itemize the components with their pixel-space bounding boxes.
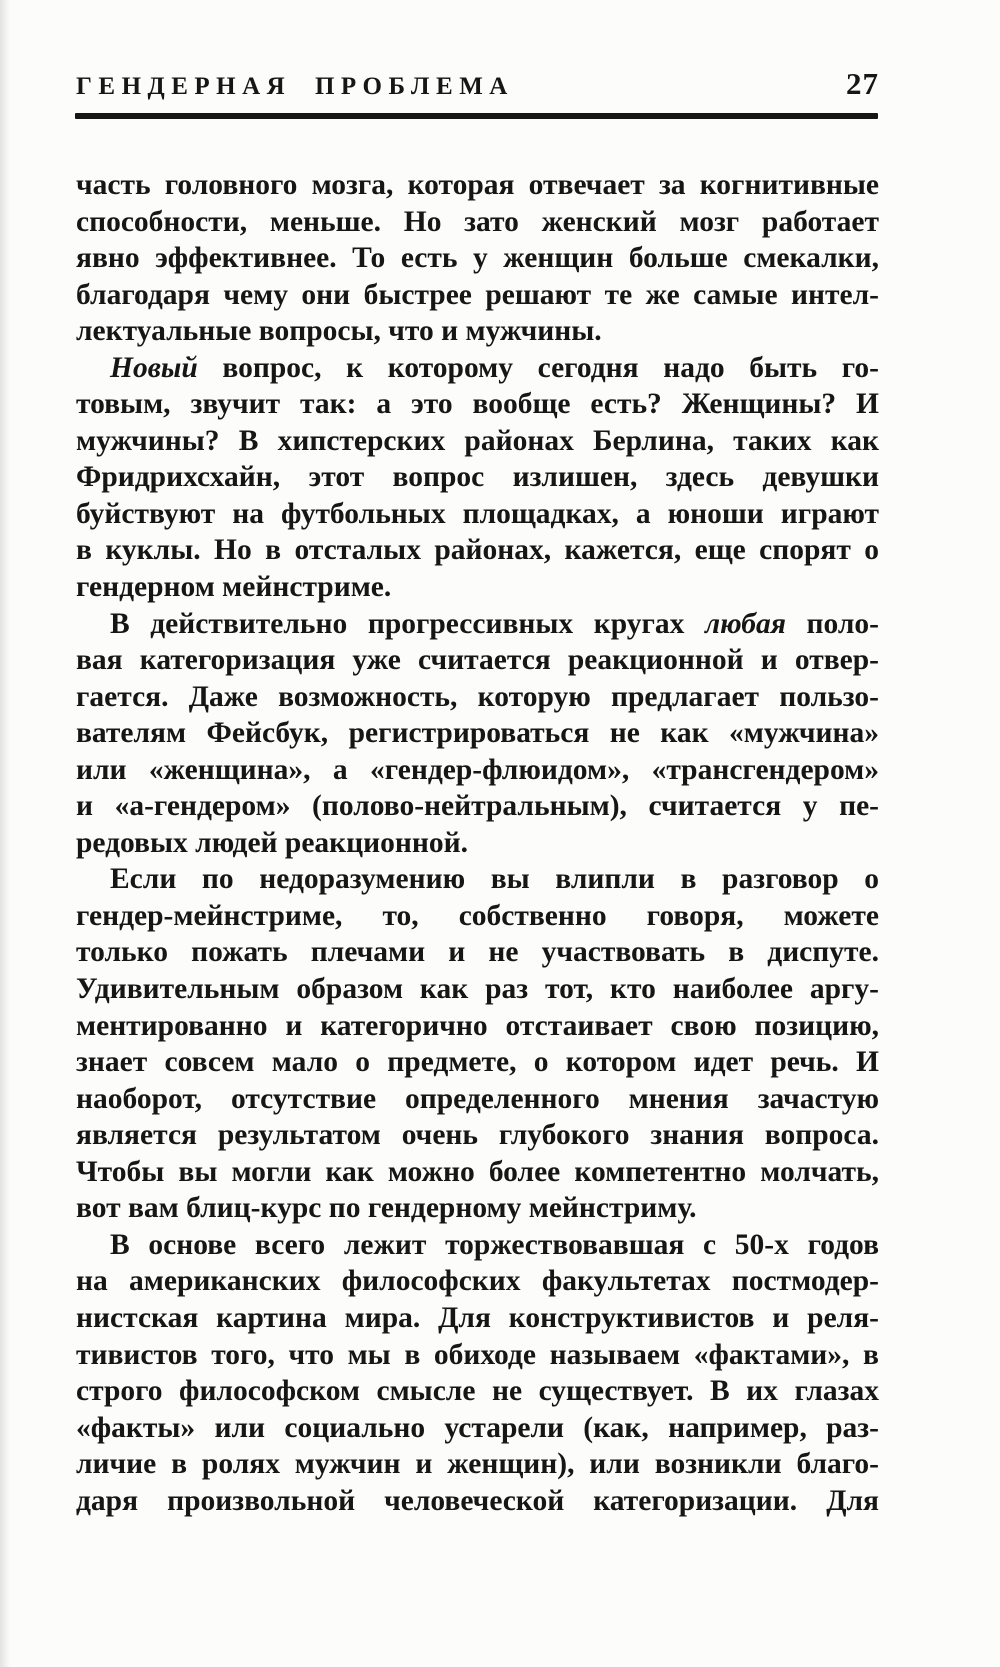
text-segment: редовых людей реакционной. <box>76 826 469 859</box>
text-line <box>76 1263 879 1300</box>
text-line <box>76 386 879 423</box>
text-line <box>76 277 879 314</box>
text-segment: или «женщина», а «гендер-флюидом», «трансгендером» <box>76 753 879 786</box>
text-line <box>76 496 879 533</box>
text-segment: тивистов того, что мы в обиходе называем «фактами», в <box>76 1338 879 1371</box>
text-line <box>76 313 879 350</box>
text-line <box>76 898 879 935</box>
text-segment: только пожать плечами и не участвовать в диспуте. <box>76 936 879 969</box>
text-segment: способности, меньше. Но зато женский мозг работает <box>76 205 879 238</box>
text-segment: строго философском смысле не существует. В их глазах <box>76 1375 879 1408</box>
text-segment: лектуальные вопросы, что и мужчины. <box>76 315 602 348</box>
text-line <box>76 606 879 643</box>
italic-text-segment: Новый <box>110 351 198 384</box>
text-line <box>76 569 879 606</box>
text-line <box>76 1483 879 1520</box>
page-number: 27 <box>846 66 879 101</box>
text-line <box>76 861 879 898</box>
page-header <box>76 66 879 102</box>
text-segment: личие в ролях мужчин и женщин), или возникли благо- <box>76 1448 879 1481</box>
text-segment: Чтобы вы могли как можно более компетентно молчать, <box>76 1155 879 1188</box>
text-segment: гается. Даже возможность, которую предлагает пользо- <box>76 680 879 713</box>
text-line <box>76 1300 879 1337</box>
text-segment: часть головного мозга, которая отвечает за когнитивные <box>76 169 879 201</box>
paragraph <box>76 606 879 862</box>
italic-text-segment: любая <box>704 607 786 640</box>
text-line <box>76 1008 879 1045</box>
text-segment: вот вам блиц-курс по гендерному мейнстриму. <box>76 1192 697 1225</box>
text-segment: в куклы. Но в отсталых районах, кажется, еще спорят о <box>76 534 879 567</box>
text-segment: поло- <box>785 607 879 640</box>
text-line <box>76 1373 879 1410</box>
text-segment: вателям Фейсбук, регистрироваться не как «мужчина» <box>76 717 879 750</box>
text-line <box>76 1410 879 1447</box>
text-segment: вая категоризация уже считается реакционной и отвер- <box>76 644 879 677</box>
text-segment: на американских философских факультетах постмодер- <box>76 1265 879 1298</box>
text-segment: благодаря чему они быстрее решают те же самые интел- <box>76 278 879 311</box>
text-line <box>76 1227 879 1264</box>
text-line <box>76 532 879 569</box>
text-segment: В действительно прогрессивных кругах <box>110 607 705 640</box>
paragraph <box>76 350 879 606</box>
text-segment: вопрос, к которому сегодня надо быть го- <box>197 351 879 384</box>
text-line <box>76 1044 879 1081</box>
text-segment: буйствуют на футбольных площадках, а юноши играют <box>76 497 879 530</box>
text-line <box>76 204 879 241</box>
text-line <box>76 679 879 716</box>
text-segment: гендер-мейнстриме, то, собственно говоря, можете <box>76 899 879 932</box>
text-line <box>76 350 879 387</box>
text-segment: товым, звучит так: а это вообще есть? Женщины? И <box>76 388 879 421</box>
running-title: ГЕНДЕРНАЯ ПРОБЛЕМА <box>76 73 514 100</box>
paragraph <box>76 167 879 350</box>
text-line <box>76 1154 879 1191</box>
text-line <box>76 459 879 496</box>
paragraph <box>76 861 879 1226</box>
text-line <box>76 1337 879 1374</box>
text-segment: даря произвольной человеческой категоризации. Для <box>76 1484 879 1517</box>
paragraph <box>76 1227 879 1519</box>
text-line <box>76 1081 879 1118</box>
text-segment: явно эффективнее. То есть у женщин больше смекалки, <box>76 242 879 275</box>
text-segment: нистская картина мира. Для конструктивистов и реля- <box>76 1301 879 1334</box>
text-segment: и «а-гендером» (полово-нейтральным), считается у пе- <box>76 790 879 823</box>
text-segment: Удивительным образом как раз тот, кто наиболее аргу- <box>76 973 879 1006</box>
text-line <box>76 167 879 204</box>
text-line <box>76 240 879 277</box>
text-segment: гендерном мейнстриме. <box>76 571 392 604</box>
text-segment: Если по недоразумению вы влипли в разговор о <box>110 863 879 896</box>
text-line <box>76 423 879 460</box>
text-line <box>76 1190 879 1227</box>
text-line <box>76 642 879 679</box>
header-rule <box>75 113 878 119</box>
text-segment: мужчины? В хипстерских районах Берлина, таких как <box>76 424 879 457</box>
page-body <box>76 167 879 1519</box>
text-line <box>76 934 879 971</box>
text-line <box>76 752 879 789</box>
text-segment: является результатом очень глубокого знания вопроса. <box>76 1119 879 1152</box>
text-line <box>76 1117 879 1154</box>
text-segment: «факты» или социально устарели (как, например, раз- <box>76 1411 879 1444</box>
text-line <box>76 1446 879 1483</box>
text-segment: В основе всего лежит торжествовавшая с 50-х годов <box>110 1228 879 1261</box>
text-line <box>76 825 879 862</box>
text-segment: знает совсем мало о предмете, о котором идет речь. И <box>76 1046 879 1079</box>
text-segment: наоборот, отсутствие определенного мнения зачастую <box>76 1082 879 1115</box>
text-segment: ментированно и категорично отстаивает свою позицию, <box>76 1009 879 1042</box>
text-line <box>76 971 879 1008</box>
text-line <box>76 788 879 825</box>
text-line <box>76 715 879 752</box>
text-segment: Фридрихсхайн, этот вопрос излишен, здесь девушки <box>76 461 879 494</box>
